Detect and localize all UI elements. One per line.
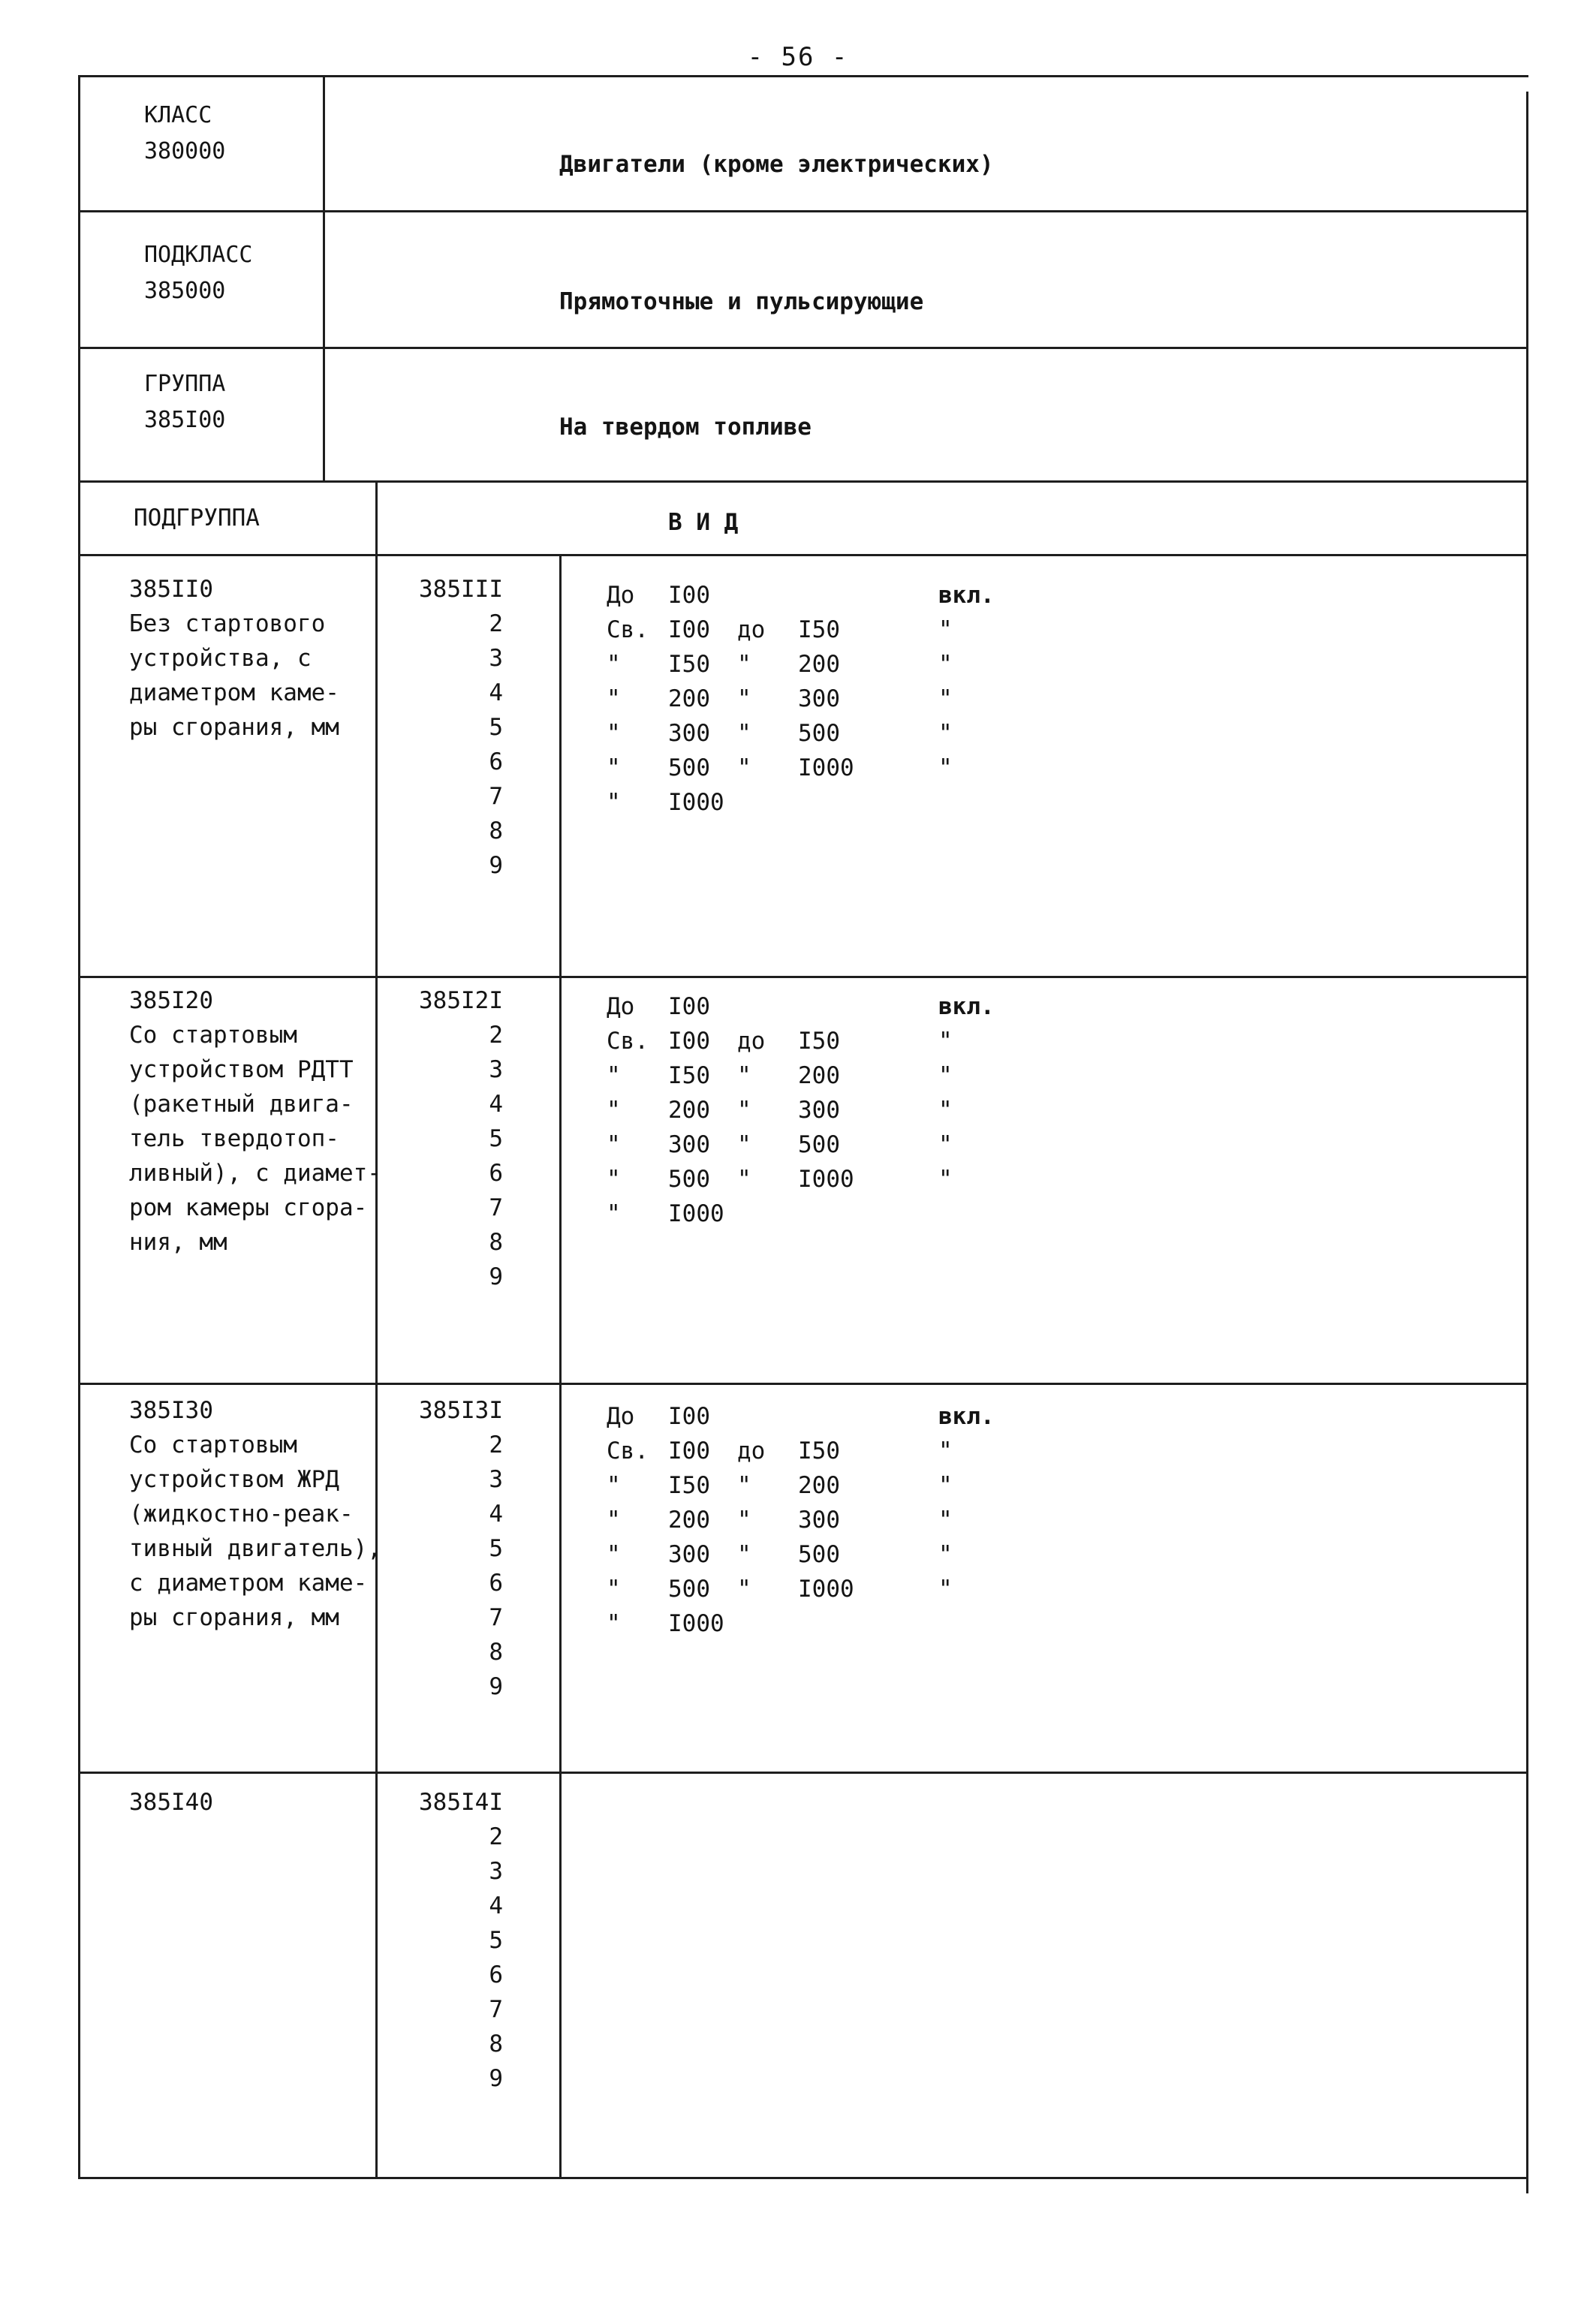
range-cell: "	[607, 1576, 621, 1603]
subgroup-description-line: Со стартовым	[129, 1431, 297, 1459]
range-cell: "	[607, 1062, 621, 1089]
vid-code: 8	[489, 1639, 503, 1666]
range-cell: "	[938, 1097, 953, 1124]
podklass-label: ПОДКЛАСС	[144, 242, 253, 268]
gruppa-code: 385I00	[144, 407, 226, 433]
subgroup-description	[129, 1785, 377, 1820]
range-cell: "	[737, 1507, 751, 1534]
vid-code: 4	[489, 1892, 503, 1919]
vid-code: 6	[489, 748, 503, 775]
range-cell: 200	[668, 1507, 710, 1534]
vid-code: 385I2I	[419, 987, 503, 1014]
range-cell: До	[607, 582, 635, 609]
range-cell: 300	[668, 1131, 710, 1158]
vid-code: 8	[489, 817, 503, 844]
subgroup-description-line: ры сгорания, мм	[129, 714, 339, 741]
vid-code: 4	[489, 1091, 503, 1118]
vid-code-column	[383, 1785, 503, 2096]
column-header-subgroup: ПОДГРУППА	[134, 504, 260, 531]
range-row	[0, 1093, 1596, 1127]
gruppa-label: ГРУППА	[144, 371, 226, 397]
range-cell: "	[737, 1166, 751, 1193]
range-cell: I00	[668, 616, 710, 643]
vid-code: 2	[489, 1431, 503, 1459]
range-cell: вкл.	[938, 1403, 995, 1430]
subgroup-description-line: устройства, с	[129, 645, 312, 672]
range-row	[0, 1024, 1596, 1058]
vid-code: 7	[489, 1996, 503, 2023]
row-divider-subgroup-2	[78, 1383, 1528, 1385]
range-cell: "	[938, 1507, 953, 1534]
column-header-vid: В И Д	[668, 509, 739, 536]
range-cell: "	[938, 616, 953, 643]
range-cell: I00	[668, 993, 710, 1020]
vid-code: 3	[489, 1466, 503, 1493]
subgroup-description-line: диаметром каме-	[129, 679, 339, 706]
range-cell: Св.	[607, 1028, 649, 1055]
subgroup-code: 385I30	[129, 1397, 213, 1424]
range-cell: "	[737, 1062, 751, 1089]
vid-code: 9	[489, 1263, 503, 1290]
range-row	[0, 1127, 1596, 1162]
range-cell: 500	[798, 1131, 840, 1158]
subgroup-description-line: (ракетный двига-	[129, 1091, 354, 1118]
range-cell: "	[737, 1576, 751, 1603]
vid-code: 2	[489, 1022, 503, 1049]
range-cell: 200	[668, 1097, 710, 1124]
vid-code: 8	[489, 2031, 503, 2058]
subgroup-description-line: Без стартового	[129, 610, 326, 637]
vid-code: 9	[489, 1673, 503, 1700]
subgroup-description-line: ния, мм	[129, 1229, 227, 1256]
gruppa-title: На твердом топливе	[559, 414, 812, 441]
range-cell: До	[607, 1403, 635, 1430]
range-cell: "	[607, 1507, 621, 1534]
vid-code: 5	[489, 714, 503, 741]
range-row	[0, 751, 1596, 785]
range-cell: I50	[798, 1028, 840, 1055]
range-cell: "	[938, 1062, 953, 1089]
range-cell: 300	[798, 685, 840, 712]
vid-code: 8	[489, 1229, 503, 1256]
range-cell: "	[938, 1576, 953, 1603]
range-row	[0, 1399, 1596, 1434]
vid-code: 4	[489, 679, 503, 706]
range-cell: 200	[798, 651, 840, 678]
table-bottom-border	[78, 2177, 1528, 2179]
row-divider-gruppa	[78, 480, 1528, 483]
range-cell: "	[938, 1028, 953, 1055]
vid-code: 4	[489, 1501, 503, 1528]
range-cell: I000	[668, 789, 724, 816]
vid-code: 7	[489, 783, 503, 810]
klass-block	[144, 98, 225, 170]
klass-code: 380000	[144, 138, 226, 164]
range-cell: "	[607, 1097, 621, 1124]
row-divider-klass	[78, 210, 1528, 212]
range-cell: I000	[668, 1200, 724, 1227]
vid-code: 3	[489, 645, 503, 672]
vid-code: 2	[489, 610, 503, 637]
vid-code: 6	[489, 1160, 503, 1187]
row-divider-subgroup-1	[78, 976, 1528, 978]
subgroup-code: 385II0	[129, 576, 213, 603]
vid-code: 5	[489, 1535, 503, 1562]
range-cell: "	[607, 1200, 621, 1227]
vid-code: 7	[489, 1604, 503, 1631]
subgroup-description-line: устройством РДТТ	[129, 1056, 354, 1083]
range-cell: вкл.	[938, 582, 995, 609]
vid-code: 385I3I	[419, 1397, 503, 1424]
vid-code: 3	[489, 1056, 503, 1083]
range-cell: Св.	[607, 616, 649, 643]
subgroup-description-line: устройством ЖРД	[129, 1466, 339, 1493]
range-cell: I000	[668, 1610, 724, 1637]
range-cell: 200	[798, 1062, 840, 1089]
klass-title: Двигатели (кроме электрических)	[559, 151, 994, 178]
range-cell: до	[737, 1028, 766, 1055]
subgroup-description-line: тель твердотоп-	[129, 1125, 339, 1152]
range-row	[0, 1503, 1596, 1537]
range-cell: "	[938, 1166, 953, 1193]
range-row	[0, 578, 1596, 613]
range-row	[0, 716, 1596, 751]
subgroup-description-line: ры сгорания, мм	[129, 1604, 339, 1631]
range-row	[0, 1537, 1596, 1572]
range-row	[0, 1162, 1596, 1197]
range-row	[0, 1058, 1596, 1093]
vid-code: 3	[489, 1858, 503, 1885]
vid-code: 9	[489, 2065, 503, 2092]
range-cell: I50	[668, 1472, 710, 1499]
vid-code: 385I4I	[419, 1789, 503, 1816]
range-cell: "	[938, 651, 953, 678]
range-cell: I00	[668, 1028, 710, 1055]
range-cell: I000	[798, 1576, 854, 1603]
subgroup-code: 385I40	[129, 1789, 213, 1816]
range-cell: "	[607, 789, 621, 816]
subgroup-description-line: (жидкостно-реак-	[129, 1501, 354, 1528]
range-cell: "	[938, 720, 953, 747]
range-cell: "	[607, 1610, 621, 1637]
podklass-title: Прямоточные и пульсирующие	[559, 288, 924, 315]
range-row	[0, 1197, 1596, 1231]
gruppa-block	[144, 366, 225, 438]
range-cell: "	[938, 1541, 953, 1568]
range-row	[0, 647, 1596, 682]
subgroup-description-line: тивный двигатель),	[129, 1535, 381, 1562]
klass-label: КЛАСС	[144, 102, 212, 128]
range-cell: До	[607, 993, 635, 1020]
range-cell: 300	[668, 720, 710, 747]
range-cell: "	[737, 1472, 751, 1499]
range-row	[0, 1572, 1596, 1606]
range-row	[0, 1606, 1596, 1641]
row-divider-podklass	[78, 347, 1528, 349]
table-top-border	[78, 75, 1528, 77]
range-cell: 200	[798, 1472, 840, 1499]
header-label-divider	[323, 75, 325, 480]
subgroup-description-line: Со стартовым	[129, 1022, 297, 1049]
vid-code: 2	[489, 1823, 503, 1850]
range-cell: "	[737, 651, 751, 678]
vid-code: 7	[489, 1194, 503, 1221]
row-divider-column-header	[78, 554, 1528, 556]
range-cell: "	[938, 754, 953, 781]
page-number: - 56 -	[747, 42, 849, 72]
range-cell: "	[607, 754, 621, 781]
podklass-code: 385000	[144, 278, 226, 304]
range-cell: 300	[798, 1097, 840, 1124]
vid-code: 385III	[419, 576, 503, 603]
range-row	[0, 613, 1596, 647]
range-cell: I000	[798, 754, 854, 781]
podklass-block	[144, 237, 253, 309]
range-cell: "	[737, 1541, 751, 1568]
vid-code: 5	[489, 1125, 503, 1152]
range-cell: 300	[668, 1541, 710, 1568]
range-cell: I00	[668, 1437, 710, 1465]
range-row	[0, 682, 1596, 716]
range-cell: "	[607, 1472, 621, 1499]
range-cell: I50	[798, 616, 840, 643]
range-cell: 500	[798, 1541, 840, 1568]
range-cell: "	[737, 1131, 751, 1158]
subgroup-description-line: ливный), с диамет-	[129, 1160, 381, 1187]
range-cell: "	[607, 1541, 621, 1568]
range-cell: I00	[668, 1403, 710, 1430]
range-cell: Св.	[607, 1437, 649, 1465]
range-cell: I50	[668, 651, 710, 678]
vid-code: 9	[489, 852, 503, 879]
range-cell: вкл.	[938, 993, 995, 1020]
range-cell: "	[737, 754, 751, 781]
range-cell: "	[938, 1131, 953, 1158]
row-divider-subgroup-3	[78, 1772, 1528, 1774]
range-cell: I50	[798, 1437, 840, 1465]
range-cell: "	[737, 685, 751, 712]
range-cell: "	[938, 1437, 953, 1465]
range-cell: 500	[668, 1576, 710, 1603]
range-cell: 500	[668, 754, 710, 781]
range-cell: до	[737, 616, 766, 643]
range-cell: "	[737, 720, 751, 747]
vid-code: 6	[489, 1961, 503, 1988]
range-cell: 300	[798, 1507, 840, 1534]
range-cell: 500	[798, 720, 840, 747]
subgroup-code: 385I20	[129, 987, 213, 1014]
range-cell: "	[607, 651, 621, 678]
subgroup-description-line: с диаметром каме-	[129, 1570, 368, 1597]
range-cell: "	[607, 720, 621, 747]
range-row	[0, 989, 1596, 1024]
range-cell: до	[737, 1437, 766, 1465]
subgroup-description-line: ром камеры сгора-	[129, 1194, 368, 1221]
range-row	[0, 1434, 1596, 1468]
range-row	[0, 785, 1596, 820]
range-cell: 500	[668, 1166, 710, 1193]
range-cell: "	[737, 1097, 751, 1124]
range-cell: I000	[798, 1166, 854, 1193]
range-cell: I50	[668, 1062, 710, 1089]
range-row	[0, 1468, 1596, 1503]
range-cell: "	[607, 1166, 621, 1193]
vid-code: 5	[489, 1927, 503, 1954]
vid-code: 6	[489, 1570, 503, 1597]
range-cell: "	[607, 685, 621, 712]
range-cell: 200	[668, 685, 710, 712]
range-cell: "	[938, 1472, 953, 1499]
range-cell: I00	[668, 582, 710, 609]
range-cell: "	[938, 685, 953, 712]
range-cell: "	[607, 1131, 621, 1158]
